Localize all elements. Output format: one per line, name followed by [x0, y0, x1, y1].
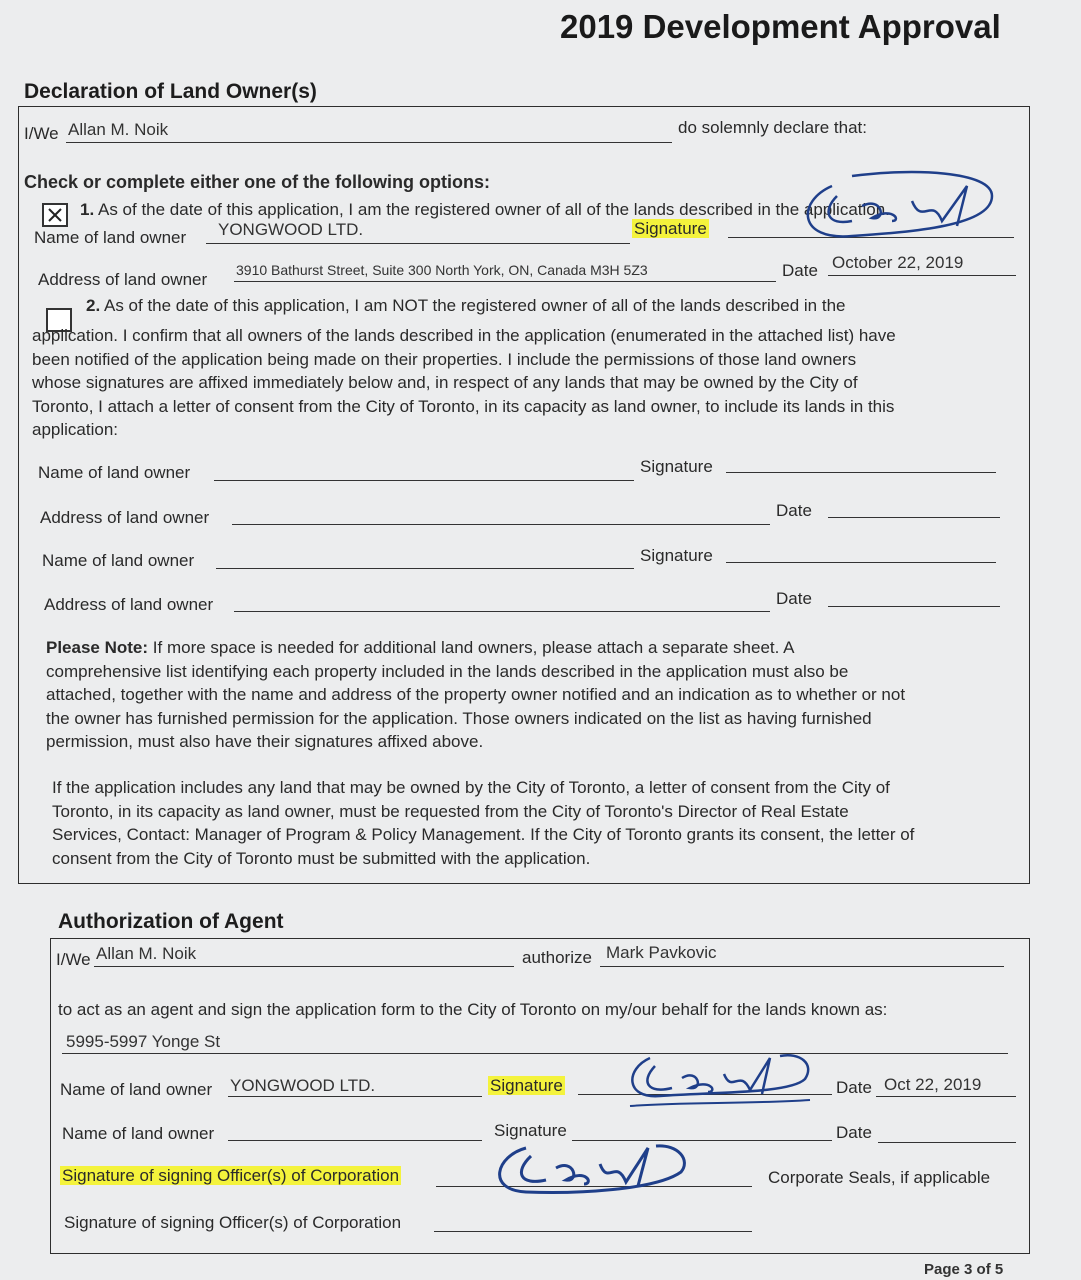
agent-date-line-2[interactable]: [878, 1142, 1016, 1143]
city-line-2: Toronto, in its capacity as land owner, must be requested from the City of Toronto's Director of Real Estate: [52, 801, 849, 821]
note-line-1: If more space is needed for additional land owners, please attach a separate sheet. A: [152, 638, 795, 657]
act-text: to act as an agent and sign the application form to the City of Toronto on my/our behalf for the lands known as:: [58, 1000, 888, 1019]
option2-line-4: Toronto, I attach a letter of consent from the City of Toronto, in its capacity as land owner, to include its lands in this: [32, 396, 895, 416]
option2-line-3: whose signatures are affixed immediately below and, in respect of any lands that may be owned by the City of: [32, 373, 858, 392]
option1-name-label: Name of land owner: [34, 228, 187, 247]
option1-signature-mark: [792, 166, 1012, 246]
declare-text: do solemnly declare that:: [678, 118, 867, 137]
city-consent-note: [52, 776, 1022, 870]
option2-date-line-1[interactable]: [828, 517, 1000, 518]
city-line-4: consent from the City of Toronto must be submitted with the application.: [52, 848, 591, 868]
lands-value: 5995-5997 Yonge St: [66, 1032, 221, 1051]
option1-name-line: [206, 243, 630, 244]
agent-signature-label-1: [488, 1076, 565, 1096]
corporate-seals-label: Corporate Seals, if applicable: [768, 1168, 991, 1187]
check-x-icon: [44, 205, 66, 225]
iwe-line: [66, 142, 672, 143]
agent-date-label-1: Date: [836, 1078, 872, 1097]
option2-number: 2.: [86, 296, 101, 315]
authorize-label: authorize: [522, 948, 592, 967]
note-line-4: the owner has furnished permission for the application. Those owners indicated on the list as having furnished: [46, 708, 872, 728]
city-line-1: If the application includes any land that may be owned by the City of Toronto, a letter of consent from the City of: [52, 778, 890, 797]
agent-owner-value: YONGWOOD LTD.: [230, 1076, 376, 1095]
option1-text: [80, 200, 890, 220]
agent-signature-mark-1: [620, 1044, 820, 1114]
option2-signature-line-1[interactable]: [726, 472, 996, 473]
officer-label-1: [60, 1166, 401, 1186]
option1-number: 1.: [80, 200, 95, 219]
agent-owner-label-2: Name of land owner: [62, 1124, 215, 1143]
declaration-heading: Declaration of Land Owner(s): [24, 80, 317, 103]
option2-address-line-2[interactable]: [234, 611, 770, 612]
option1-checkbox[interactable]: [42, 203, 68, 227]
option2-signature-label-2: Signature: [640, 546, 713, 565]
please-note: [46, 636, 1021, 754]
option2-line-1: application. I confirm that all owners of the lands described in the application (enumerated in the attached list) have: [32, 326, 896, 345]
option2-date-line-2[interactable]: [828, 606, 1000, 607]
option2-date-label-1: Date: [776, 501, 812, 520]
option2-address-label-1: Address of land owner: [40, 508, 210, 527]
agent-iwe-value: Allan M. Noik: [96, 944, 197, 963]
agent-date-label-2: Date: [836, 1123, 872, 1142]
agent-iwe-label: I/We: [56, 950, 91, 969]
agent-name-value: Mark Pavkovic: [606, 943, 717, 962]
option2-first-line: [86, 296, 845, 316]
option1-address-label: Address of land owner: [38, 270, 208, 289]
agent-iwe-line: [94, 966, 514, 967]
option1-address-line: [234, 281, 776, 282]
iwe-value: Allan M. Noik: [68, 120, 169, 139]
officer-signature-mark: [486, 1132, 696, 1202]
option1-date-line: [828, 275, 1016, 276]
option2-line-5: application:: [32, 420, 119, 439]
agent-owner-label-1: Name of land owner: [60, 1080, 213, 1099]
option1-date-label: Date: [782, 261, 818, 280]
option2-statement: As of the date of this application, I am NOT the registered owner of all of the lands described in the: [103, 296, 846, 315]
option1-signature-highlight: Signature: [634, 219, 707, 238]
officer-line-2[interactable]: [434, 1231, 752, 1232]
agent-name-line: [600, 966, 1004, 967]
officer-label-2: Signature of signing Officer(s) of Corporation: [64, 1213, 402, 1232]
agent-signature-highlight: Signature: [490, 1076, 563, 1095]
option2-line-2: been notified of the application being made on their properties. I include the permissions of those land owners: [32, 349, 857, 369]
option2-date-label-2: Date: [776, 589, 812, 608]
document-title: 2019 Development Approval: [560, 8, 1001, 45]
option2-name-label-1: Name of land owner: [38, 463, 191, 482]
note-bold: Please Note:: [46, 638, 149, 657]
agent-owner-line-1: [228, 1096, 482, 1097]
note-line-2: comprehensive list identifying each property included in the lands described in the application must also be: [46, 661, 849, 681]
option2-body: [32, 324, 1022, 442]
option2-signature-line-2[interactable]: [726, 562, 996, 563]
agent-owner-line-2[interactable]: [228, 1140, 482, 1141]
option2-name-label-2: Name of land owner: [42, 551, 195, 570]
option2-address-line-1[interactable]: [232, 524, 770, 525]
option2-signature-label-1: Signature: [640, 457, 713, 476]
option1-address-value: 3910 Bathurst Street, Suite 300 North York, ON, Canada M3H 5Z3: [236, 262, 648, 278]
agent-heading: Authorization of Agent: [58, 910, 284, 933]
option2-name-line-1[interactable]: [214, 480, 634, 481]
page-number: Page 3 of 5: [924, 1261, 1004, 1278]
option1-statement: As of the date of this application, I am the registered owner of all of the lands described in the application.: [97, 200, 890, 219]
option2-name-line-2[interactable]: [216, 568, 634, 569]
note-line-3: attached, together with the name and address of the property owner notified and an indication as to whether or not: [46, 685, 906, 704]
agent-date-line-1: [876, 1096, 1016, 1097]
officer-highlight: Signature of signing Officer(s) of Corporation: [62, 1166, 400, 1185]
agent-signature-label-2: Signature: [494, 1121, 567, 1140]
options-heading: Check or complete either one of the following options:: [24, 172, 491, 192]
option1-name-value: YONGWOOD LTD.: [218, 220, 364, 239]
iwe-label: I/We: [24, 124, 59, 143]
city-line-3: Services, Contact: Manager of Program & Policy Management. If the City of Toronto grants its consent, the letter of: [52, 825, 915, 844]
lands-line: [62, 1053, 1008, 1054]
option2-address-label-2: Address of land owner: [44, 595, 214, 614]
option1-date-value: October 22, 2019: [832, 253, 964, 272]
option1-signature-label: [632, 219, 709, 239]
agent-date-value: Oct 22, 2019: [884, 1075, 982, 1094]
note-line-5: permission, must also have their signatures affixed above.: [46, 732, 484, 751]
